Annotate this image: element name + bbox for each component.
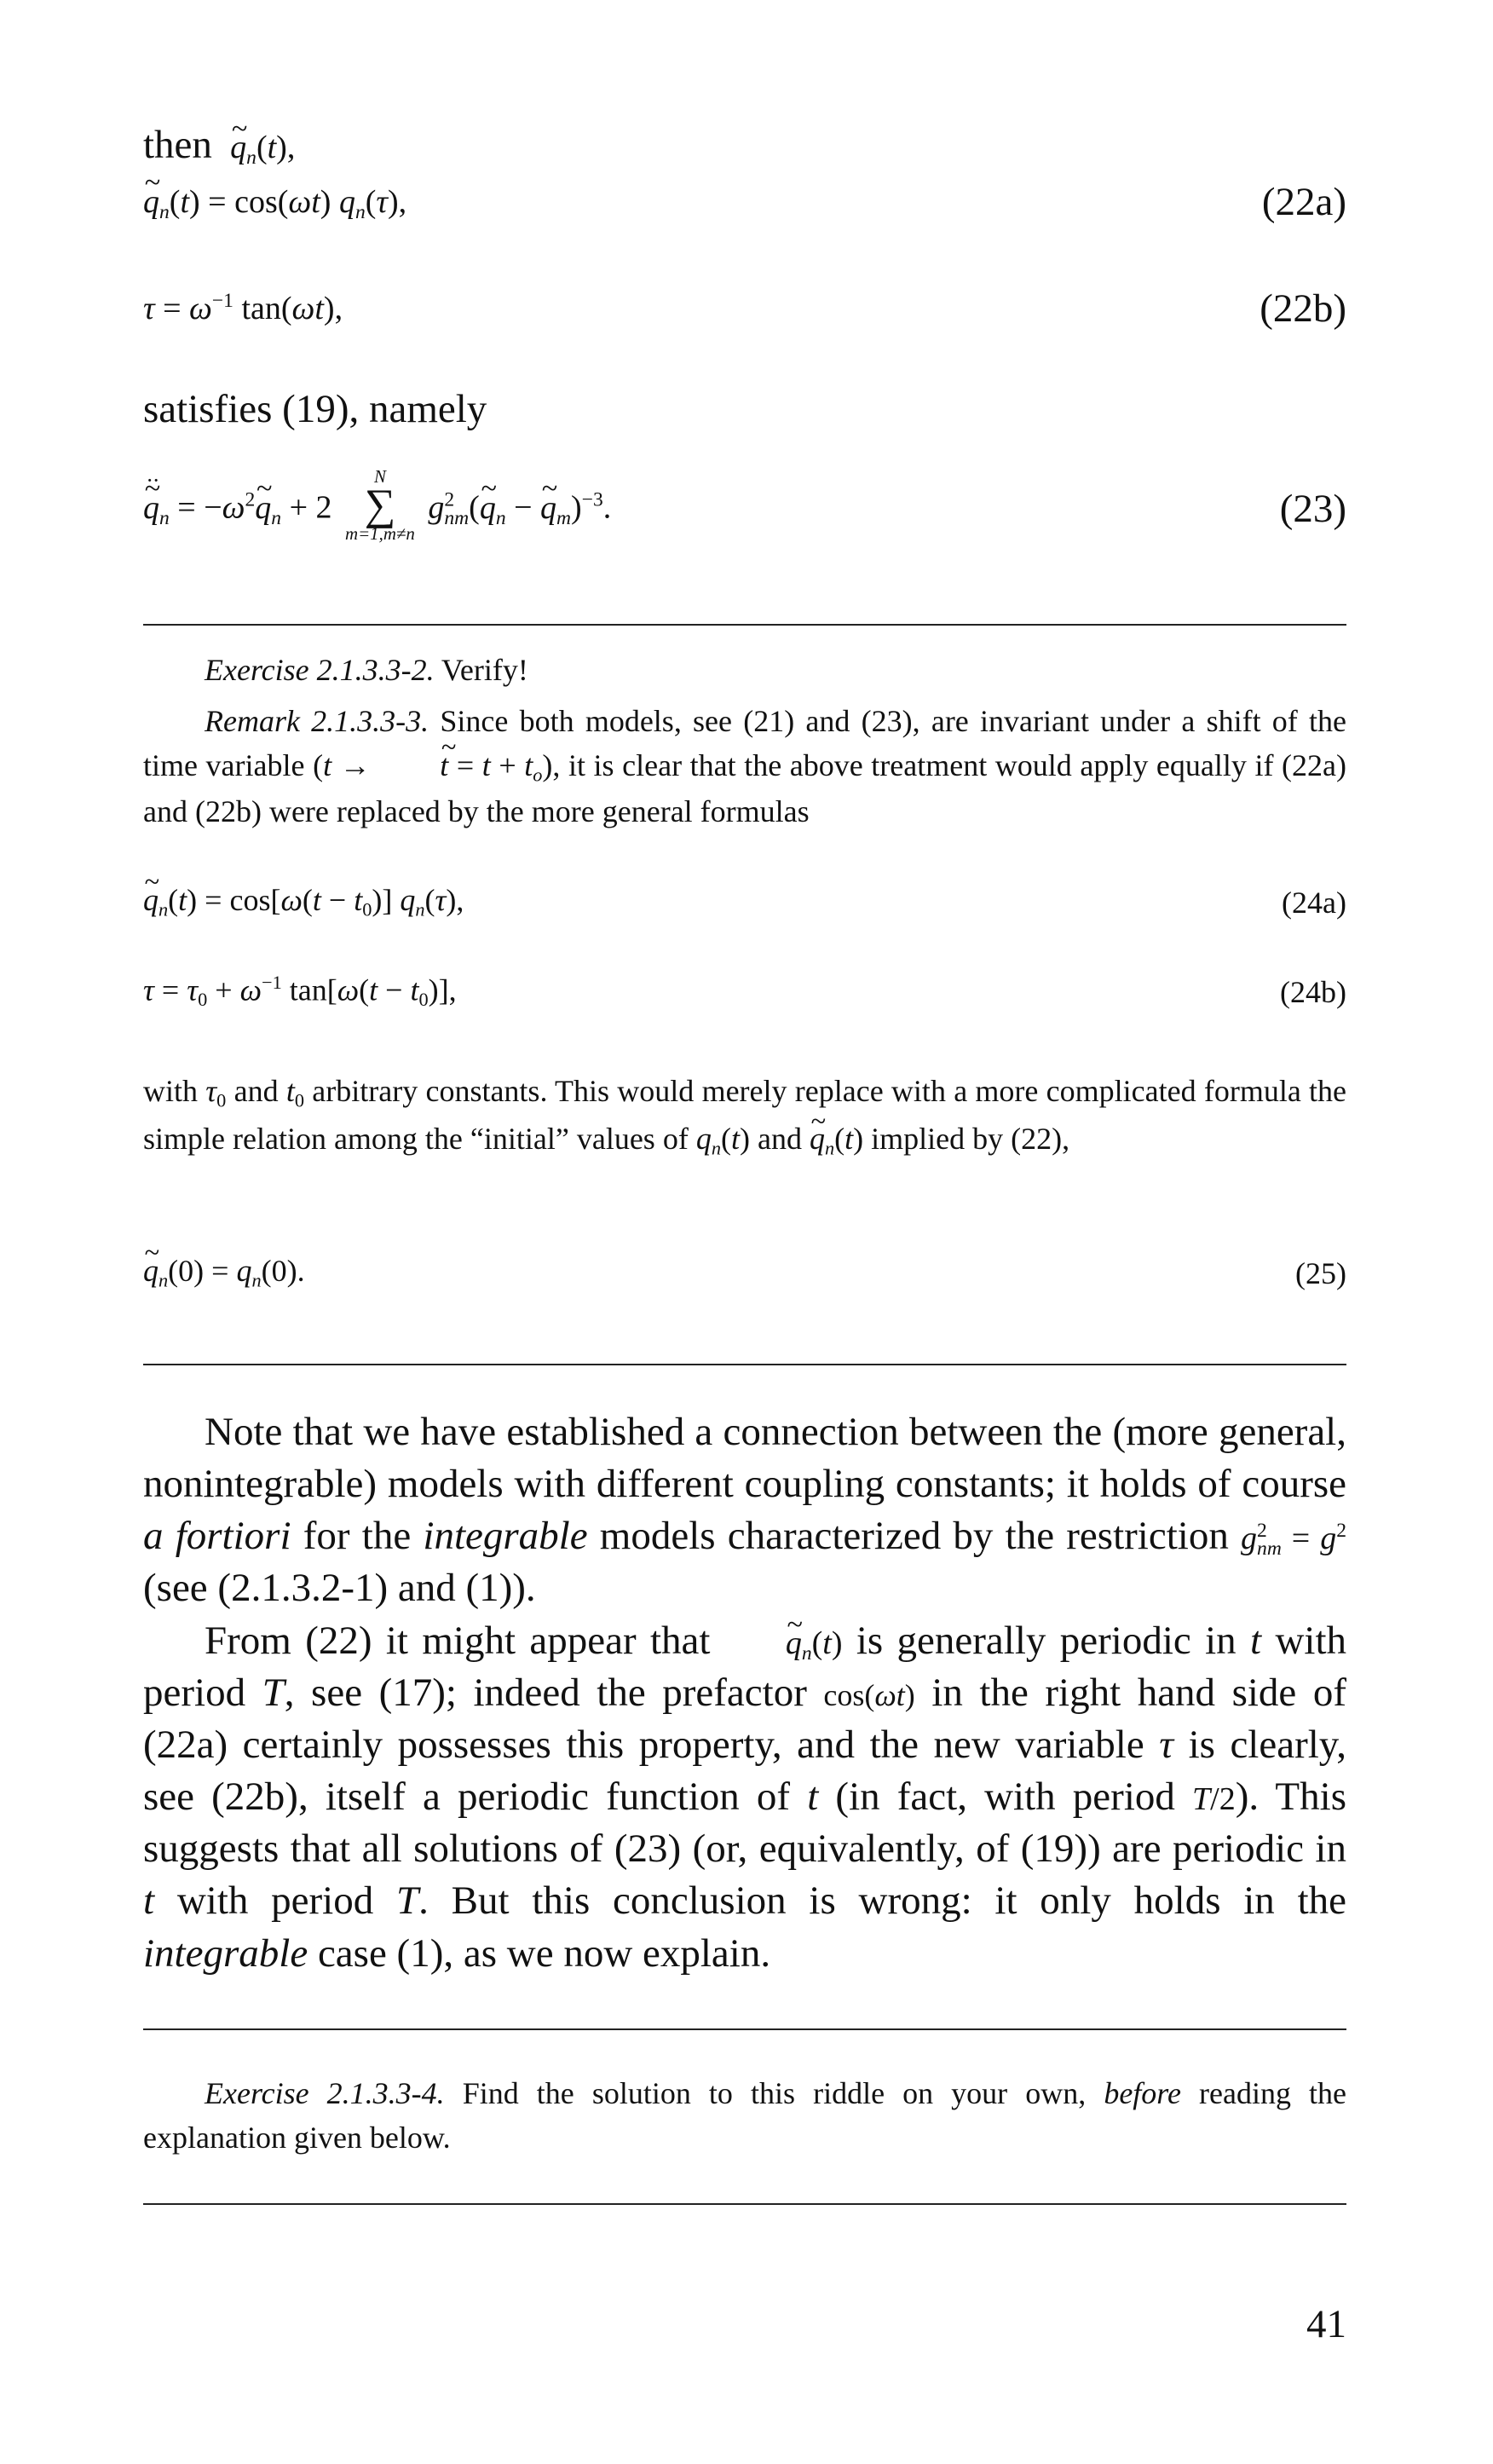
time-shift-formula: (t → ~ $t = t + t_o$) xyxy=(313,748,552,782)
equation-number-22b: (22b) xyxy=(1260,286,1346,331)
equation-number-22a: (22a) xyxy=(1261,180,1346,224)
equation-number-24a: (24a) xyxy=(1282,886,1346,920)
equation-23: ~ $q \cdot\cdot_n$ = $-\omega^2\sim$ $q_n + 2$ N ∑ m=1,m≠n $g^2_{nm}(\sim$ $q_n$ − ~ $q_m)^{-3}$. (23) xyxy=(143,473,1346,548)
exercise-2-1-3-3-4: Exercise 2.1.3.3-4. Find the solution to this riddle on your own, before reading the explanation given below. xyxy=(143,2076,1347,2155)
divider-top xyxy=(143,624,1346,626)
divider-lower xyxy=(143,2028,1346,2030)
equation-22a: ~ $q_n(t) = \cos(\omega t)$ $q_n(\tau)$, (22a) xyxy=(143,183,1346,224)
coupling-restriction: $g^2_{nm} = g^2$ xyxy=(1241,1520,1346,1561)
equation-22b: $\tau = \omega^{-1}$ tan(ωt), (22b) xyxy=(143,290,1346,327)
then-line: then ~ $q_n(t)$, xyxy=(143,119,295,171)
then-formula: ~ $q_n(t)$, xyxy=(222,130,296,165)
body-paragraph-1: Note that we have established a connection between the (more general, nonintegrable) models with different coupling constants; it holds of course a fortiori for the integrable models characterized by the restriction $g^2_{nm} = g^2$ (see (2.1.3.2-1) and (1)). xyxy=(143,1410,1346,1611)
equation-number-25: (25) xyxy=(1295,1256,1346,1290)
page-number: 41 xyxy=(1306,2302,1346,2346)
remark-2-1-3-3-3: Remark 2.1.3.3-3. Since both models, see (21) and (23), are invariant under a shift of the time variable (t → ~ $t = t + t_o$), it is clear that the above treatment would apply equally if (22a) and (22b) were replaced by the more general formulas xyxy=(143,699,1346,834)
equation-number-23: (23) xyxy=(1279,487,1346,531)
equation-number-24b: (24b) xyxy=(1280,975,1346,1009)
divider-middle xyxy=(143,1364,1346,1365)
exercise-2-1-3-3-2: Exercise 2.1.3.3-2. Verify! xyxy=(205,653,528,687)
summation-symbol: N ∑ m=1,m≠n xyxy=(345,466,415,545)
with-paragraph: with $\tau_0$ and $t_0$ arbitrary constants. This would merely replace with a more complicated formula the simple relation among the “initial” values of $q_n(t)$ and ~ $q_n(t)$ implied by (22), xyxy=(143,1068,1346,1164)
equation-24a: ~ $q_n(t) = \cos[\omega(t - t_0)]$ $q_n(\tau)$, (24a) xyxy=(143,882,1346,921)
divider-bottom xyxy=(143,2203,1346,2205)
equation-25: ~ $q_n(0) = q_n(0)$. (25) xyxy=(143,1253,1346,1292)
body-paragraph-2: From (22) it might appear that ~ $q_n(t)$ is generally periodic in t with period T, see (17); indeed the prefactor cos(ωt) in the right hand side of (22a) certainly possesses this property, and the new variable τ is clearly, see (22b), itself a periodic function of t (in fact, with period T/2). This suggests that all solutions of (23) (or, equivalently, of (19)) are periodic in t with period T. But this conclusion is wrong: it only holds in the integrable case (1), as we now explain. xyxy=(143,1615,1346,1980)
satisfies-line: satisfies (19), namely xyxy=(143,387,487,431)
equation-24b: $\tau = \tau_0 + \omega^{-1}$ $\tan[\omega(t - t_0)]$, (24b) xyxy=(143,972,1346,1011)
